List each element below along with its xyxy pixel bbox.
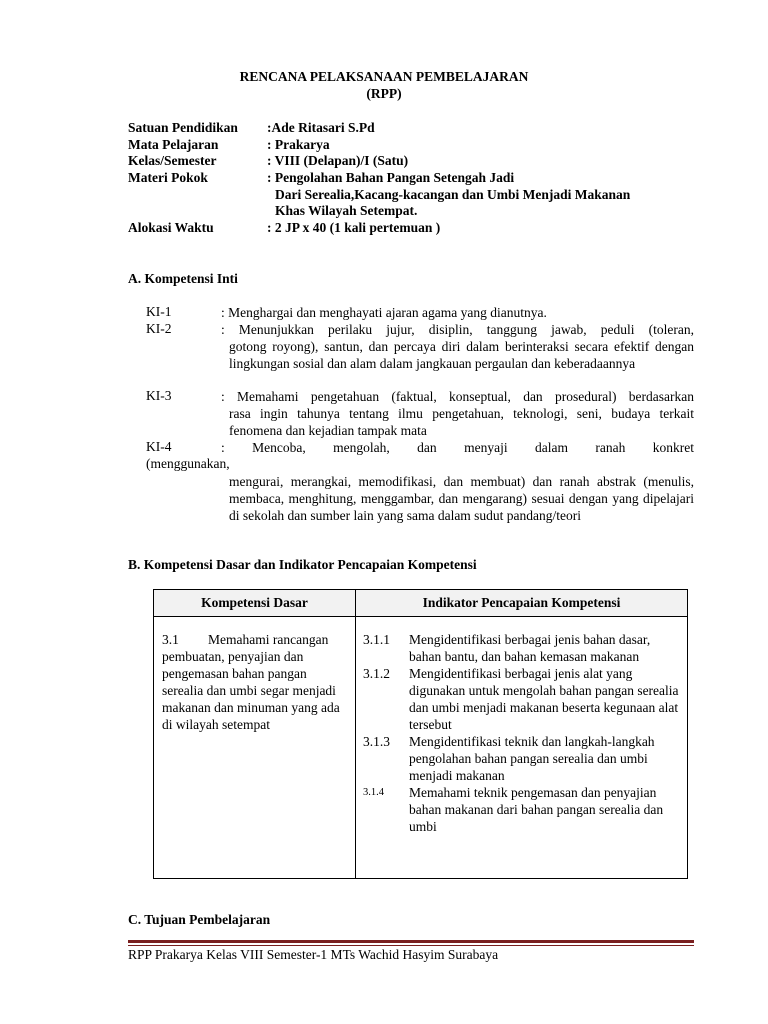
kd-text: Memahami rancangan <box>208 632 329 647</box>
identity-value: : 2 JP x 40 (1 kali pertemuan ) <box>267 220 441 235</box>
identity-label: Satuan Pendidikan <box>128 120 238 135</box>
ki-text: : Menunjukkan perilaku jujur, disiplin, tanggung jawab, peduli (toleran, <box>221 322 694 337</box>
indicator-number: 3.1.3 <box>363 734 390 749</box>
identity-value-continued: Khas Wilayah Setempat. <box>275 203 418 218</box>
indicator-number: 3.1.4 <box>363 787 384 798</box>
ki-code: KI-3 <box>146 388 172 403</box>
ki-text-continued: rasa ingin tahunya tentang ilmu pengetahuan, teknologi, seni, budaya terkait fenomena dan kejadian tampak mata <box>229 406 694 438</box>
identity-value-continued: Dari Serealia,Kacang-kacangan dan Umbi Menjadi Makanan <box>275 187 631 202</box>
document-subtitle: (RPP) <box>366 86 402 101</box>
section-c-heading: C. Tujuan Pembelajaran <box>128 912 271 927</box>
indicator-text: Mengidentifikasi berbagai jenis bahan dasar, bahan bantu, dan bahan kemasan makanan <box>409 632 651 664</box>
ki-text: : Memahami pengetahuan (faktual, konseptual, dan prosedural) berdasarkan <box>221 389 694 404</box>
indicator-number: 3.1.2 <box>363 666 390 681</box>
identity-value: : VIII (Delapan)/I (Satu) <box>267 153 409 168</box>
identity-value: : Pengolahan Bahan Pangan Setengah Jadi <box>267 170 515 185</box>
kd-cell <box>154 617 356 879</box>
identity-value: :Ade Ritasari S.Pd <box>267 120 375 135</box>
indicator-number: 3.1.1 <box>363 632 390 647</box>
footer-rule <box>128 945 694 946</box>
ki-code: KI-4 <box>146 439 172 454</box>
indicator-text: Mengidentifikasi teknik dan langkah-langkah pengolahan bahan pangan serealia dan umbi menjadi makanan <box>409 734 655 783</box>
identity-label: Alokasi Waktu <box>128 220 214 235</box>
ki-text-continued: mengurai, merangkai, memodifikasi, dan membuat) dan ranah abstrak (menulis, membaca, menghitung, menggambar, dan mengarang) sesuai dengan yang dipelajari di sekolah dan sumber lain yang sama dalam sudut pandang/teori <box>229 474 694 523</box>
identity-label: Mata Pelajaran <box>128 137 219 152</box>
section-a-heading: A. Kompetensi Inti <box>128 271 238 286</box>
indicator-row <box>363 784 681 835</box>
ki-text-wrap: (menggunakan, <box>146 456 230 471</box>
ki-text-continued: gotong royong), santun, dan percaya diri dalam berinteraksi secara efektif dengan lingkungan sosial dan alam dalam jangkauan pergaulan dan keberadaannya <box>229 339 694 371</box>
document-title: RENCANA PELAKSANAAN PEMBELAJARAN <box>239 69 529 84</box>
table-header-kd: Kompetensi Dasar <box>154 590 356 617</box>
footer-text: RPP Prakarya Kelas VIII Semester-1 MTs Wachid Hasyim Surabaya <box>128 947 499 962</box>
indicator-row <box>363 665 681 733</box>
ki-text: : Menghargai dan menghayati ajaran agama yang dianutnya. <box>221 305 547 320</box>
kd-text-continued: pembuatan, penyajian dan pengemasan bahan pangan serealia dan umbi segar menjadi makanan dan minuman yang ada di wilayah setempat <box>162 649 340 732</box>
competency-table <box>153 589 688 879</box>
indicator-row <box>363 733 681 784</box>
indicator-row <box>363 631 681 665</box>
indicator-text: Mengidentifikasi berbagai jenis alat yang digunakan untuk mengolah bahan pangan serealia dan umbi menjadi makanan beserta kegunaan alat tersebut <box>409 666 679 732</box>
ki-text: : Mencoba, mengolah, dan menyaji dalam ranah konkret <box>221 440 694 455</box>
table-header-indicator: Indikator Pencapaian Kompetensi <box>356 590 688 617</box>
indicator-cell <box>356 617 688 879</box>
ki-code: KI-2 <box>146 321 172 336</box>
section-b-heading: B. Kompetensi Dasar dan Indikator Pencapaian Kompetensi <box>128 557 477 572</box>
identity-value: : Prakarya <box>267 137 330 152</box>
ki-code: KI-1 <box>146 304 172 319</box>
indicator-text: Memahami teknik pengemasan dan penyajian bahan makanan dari bahan pangan serealia dan umbi <box>409 785 664 834</box>
identity-label: Materi Pokok <box>128 170 208 185</box>
identity-label: Kelas/Semester <box>128 153 217 168</box>
footer-rule <box>128 940 694 943</box>
kd-number: 3.1 <box>162 632 179 647</box>
